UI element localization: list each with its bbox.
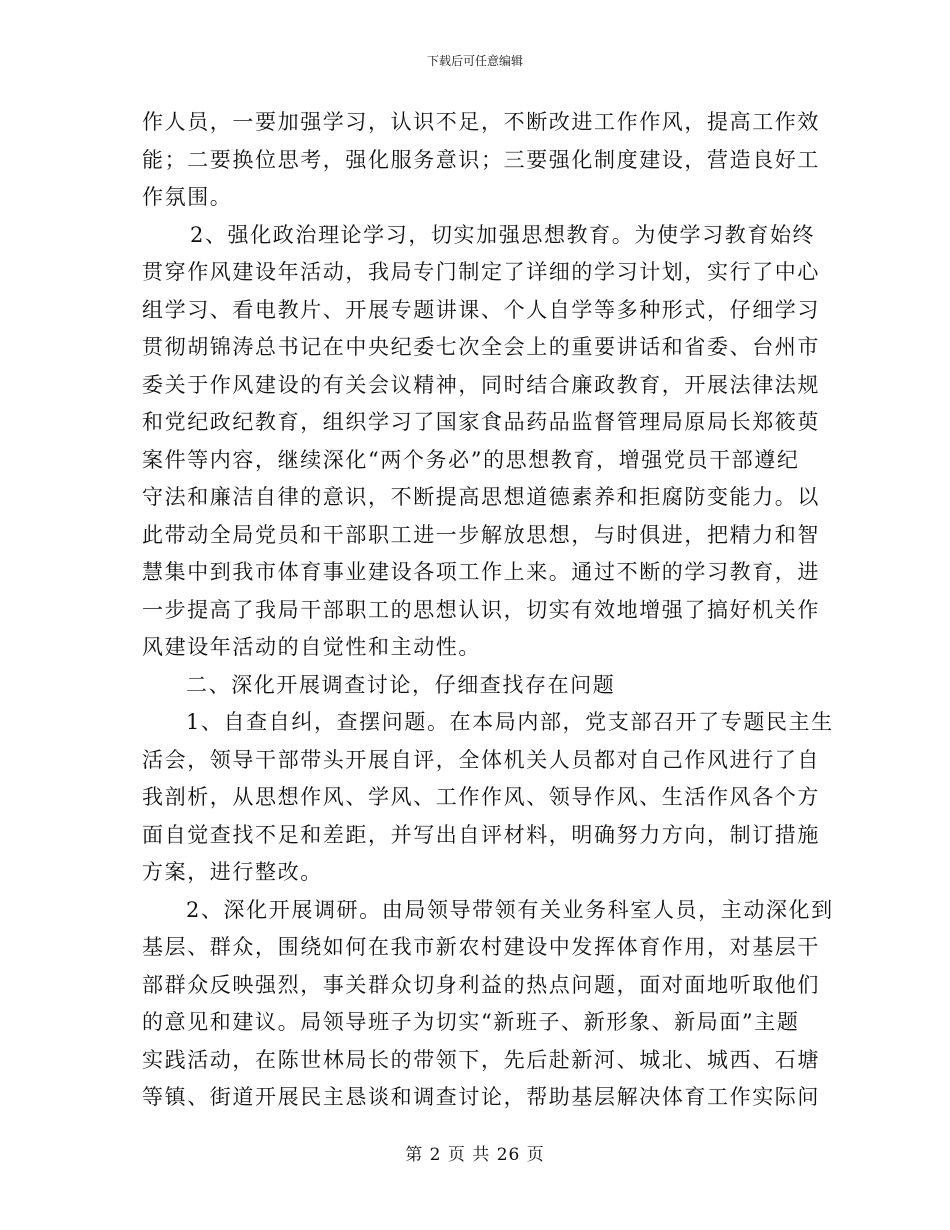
paragraph-line: 贯彻胡锦涛总书记在中央纪委七次全会上的重要讲话和省委、台州市 xyxy=(142,335,820,359)
paragraph-line: 2、深化开展调研。由局领导带领有关业务科室人员，主动深化到 xyxy=(186,897,834,922)
paragraph-line: 作氛围。 xyxy=(142,185,233,209)
paragraph-line: 贯穿作风建设年活动，我局专门制定了详细的学习计划，实行了中心 xyxy=(142,260,820,284)
paragraph-line: 2、强化政治理论学习，切实加强思想教育。为使学习教育始终 xyxy=(190,222,816,247)
paragraph-line: 和党纪政纪教育，组织学习了国家食品药品监督管理局原局长郑筱萸 xyxy=(142,410,820,434)
paragraph-line: 此带动全局党员和干部职工进一步解放思想，与时俱进，把精力和智 xyxy=(142,522,820,547)
page-header: 下载后可任意编辑 xyxy=(426,54,523,68)
paragraph-line: 1、自查自纠，查摆问题。在本局内部，党支部召开了专题民主生 xyxy=(186,710,834,734)
paragraph-line: 能；二要换位思考，强化服务意识；三要强化制度建设，营造良好工 xyxy=(142,147,820,172)
paragraph-line: 风建设年活动的自觉性和主动性。 xyxy=(142,635,481,659)
paragraph-line: 案件等内容，继续深化“两个务必”的思想教育，增强党员干部遵纪 xyxy=(142,447,800,472)
paragraph-line: 实践活动，在陈世林局长的带领下，先后赴新河、城北、城西、石塘 xyxy=(142,1047,820,1072)
document-body xyxy=(142,104,834,1117)
paragraph-line: 一步提高了我局干部职工的思想认识，切实有效地增强了搞好机关作 xyxy=(142,597,820,622)
paragraph-line: 等镇、街道开展民主恳谈和调查讨论，帮助基层解决体育工作实际问 xyxy=(142,1085,820,1109)
paragraph-line: 组学习、看电教片、开展专题讲课、个人自学等多种形式，仔细学习 xyxy=(142,297,820,322)
paragraph-line: 委关于作风建设的有关会议精神，同时结合廉政教育，开展法律法规 xyxy=(142,372,820,397)
paragraph-line: 慧集中到我市体育事业建设各项工作上来。通过不断的学习教育，进 xyxy=(142,560,820,584)
paragraph-line: 面自觉查找不足和差距，并写出自评材料，明确努力方向，制订措施 xyxy=(142,822,820,847)
paragraph-line: 守法和廉洁自律的意识，不断提高思想道德素养和拒腐防变能力。以 xyxy=(142,485,820,509)
paragraph-line: 我剖析，从思想作风、学风、工作作风、领导作风、生活作风各个方 xyxy=(142,785,820,809)
page-number-footer: 第 2 页 共 26 页 xyxy=(405,1145,545,1165)
section-heading: 二、深化开展调查讨论，仔细查找存在问题 xyxy=(186,672,616,697)
paragraph-line: 部群众反映强烈，事关群众切身利益的热点问题，面对面地听取他们 xyxy=(142,972,820,997)
paragraph-line: 方案，进行整改。 xyxy=(142,860,323,884)
paragraph-line: 活会，领导干部带头开展自评，全体机关人员都对自己作风进行了自 xyxy=(142,747,820,772)
paragraph-line: 的意见和建议。局领导班子为切实“新班子、新形象、新局面”主题 xyxy=(142,1010,800,1034)
paragraph-line: 基层、群众，围绕如何在我市新农村建设中发挥体育作用，对基层干 xyxy=(142,935,820,959)
paragraph-line: 作人员，一要加强学习，认识不足，不断改进工作作风，提高工作效 xyxy=(142,110,820,134)
